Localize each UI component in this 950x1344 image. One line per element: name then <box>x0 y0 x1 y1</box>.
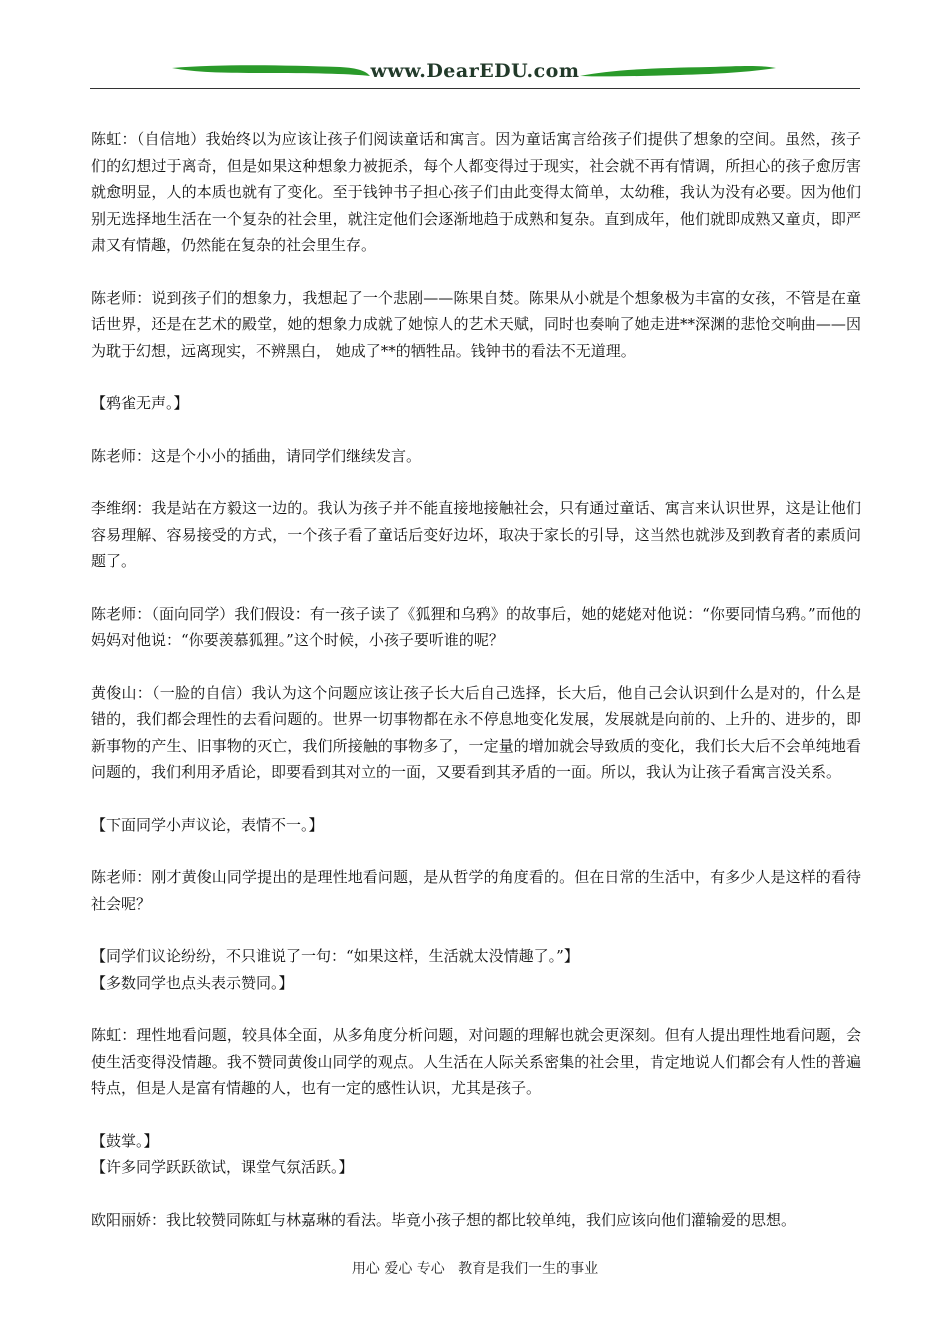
page-footer: 用心 爱心 专心 教育是我们一生的事业 <box>351 1261 599 1277</box>
paragraph-teacher-1: 陈老师：说到孩子们的想象力，我想起了一个悲剧——陈果自焚。陈果从小就是个想象极为丰富的女孩，不管是在童话世界，还是在艺术的殿堂，她的想象力成就了她惊人的艺术天赋，同时也奏响了她走进**深渊的悲怆交响曲——因为耽于幻想，远离现实，不辨黑白， 她成了**的牺牲品。钱钟书的看法不无道理。 <box>91 288 861 360</box>
paragraph-ouyanglijiao: 欧阳丽娇：我比较赞同陈虹与林嘉琳的看法。毕竟小孩子想的都比较单纯，我们应该向他们灌输爱的思想。 <box>91 1210 797 1229</box>
paragraph-liweigang: 李维纲：我是站在方毅这一边的。我认为孩子并不能直接地接触社会，只有通过童话、寓言来认识世界，这是让他们容易理解、容易接受的方式，一个孩子看了童话后变好边坏，取决于家长的引导，这当然也就涉及到教育者的素质问题了。 <box>91 499 861 570</box>
site-header <box>90 56 860 92</box>
site-url-text: www.DearEDU.com <box>370 60 580 82</box>
stage-note-discussion: 【下面同学小声议论，表情不一。】 <box>91 815 324 834</box>
stage-note-agree: 【多数同学也点头表示赞同。】 <box>91 973 294 992</box>
paragraph-teacher-3: 陈老师：（面向同学）我们假设：有一孩子读了《狐狸和乌鸦》的故事后，她的姥姥对他说：“你要同情乌鸦。”而他的妈妈对他说：“你要羡慕狐狸。”这个时候，小孩子要听谁的呢？ <box>91 604 861 649</box>
dialogue-body <box>91 126 861 1259</box>
paragraph-teacher-4: 陈老师：刚才黄俊山同学提出的是理性地看问题，是从哲学的角度看的。但在日常的生活中，有多少人是这样的看待社会呢？ <box>91 868 861 913</box>
paragraph-chenhong-2: 陈虹：理性地看问题，较具体全面，从多角度分析问题，对问题的理解也就会更深刻。但有人提出理性地看问题，会使生活变得没情趣。我不赞同黄俊山同学的观点。人生活在人际关系密集的社会里，肯定地说人们都会有人性的普遍特点，但是人是富有情趣的人，也有一定的感性认识，尤其是孩子。 <box>91 1026 861 1097</box>
stage-note-applause: 【鼓掌。】 <box>91 1131 159 1150</box>
paragraph-teacher-2: 陈老师：这是个小小的插曲，请同学们继续发言。 <box>91 446 422 465</box>
stage-note-debate: 【同学们议论纷纷，不只谁说了一句：“如果这样，生活就太没情趣了。”】 <box>91 947 579 965</box>
stage-note-silence: 【鸦雀无声。】 <box>91 394 189 412</box>
paragraph-huangjunshan: 黄俊山：（一脸的自信）我认为这个问题应该让孩子长大后自己选择，长大后，他自己会认识到什么是对的，什么是错的，我们都会理性的去看问题的。世界一切事物都在永不停息地变化发展，发展就是向前的、上升的、进步的，即新事物的产生、旧事物的灭亡，我们所接触的事物多了，一定量的增加就会导致质的变化，我们长大后不会单纯地看问题的，我们利用矛盾论，即要看到其对立的一面，又要看到其矛盾的一面。所以，我认为让孩子看寓言没关系。 <box>91 683 861 781</box>
paragraph-chenhong-1: 陈虹：（自信地）我始终以为应该让孩子们阅读童话和寓言。因为童话寓言给孩子们提供了想象的空间。虽然，孩子们的幻想过于离奇，但是如果这种想象力被扼杀，每个人都变得过于现实，社会就不再有情调，所担心的孩子愈厉害就愈明显，人的本质也就有了变化。至于钱钟书子担心孩子们由此变得太简单，太幼稚，我认为没有必要。因为他们别无选择地生活在一个复杂的社会里，就注定他们会逐渐地趋于成熟和复杂。直到成年，他们就即成熟又童贞，即严肃又有情趣，仍然能在复杂的社会里生存。 <box>91 130 861 254</box>
header-divider <box>90 88 860 89</box>
stage-note-lively: 【许多同学跃跃欲试，课堂气氛活跃。】 <box>91 1158 354 1176</box>
